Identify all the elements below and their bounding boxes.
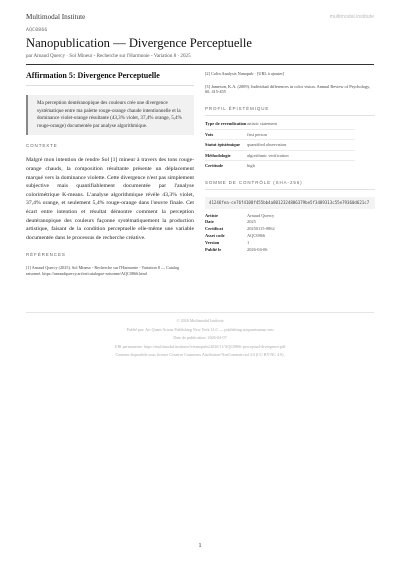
meta-value: 2026-04-06: [247, 246, 268, 252]
meta-row: [205, 246, 355, 253]
footer-publisher[interactable]: Publié par: Art Quant Artsna Publishing New York LLC — publishing.artquantsanna.com: [126, 326, 274, 332]
page-title: Nanopublication — Divergence Perceptuelle: [26, 36, 253, 50]
reference-item: [3] Jameson, K.A. (2009). Individual differences in color vision. Annual Review of Psychology, 60, 415-455: [205, 83, 371, 95]
document-id: AQC0866: [26, 28, 48, 33]
meta-value: 2025: [247, 219, 256, 225]
footer-permanent-uri[interactable]: URI permanente: https://multimodal.institute/fr/nanopubs/2026/11/AQC0866-perceptual-divergence.pdf: [114, 343, 286, 349]
title-divider: [26, 64, 374, 65]
checksum-heading: SOMME DE CONTRÔLE (SHA-256): [205, 180, 303, 186]
meta-key: Version: [205, 239, 220, 245]
profile-value: artistic statement: [247, 119, 355, 129]
side-column: [205, 71, 375, 253]
profile-key: Méthodologie: [205, 150, 247, 161]
reference-item: [1] Arnaud Quercy (2025). Sol Mineur - Recherche sur l'Harmonie - Variation 8 — Catalog raisonné. https://arnaudquercy.art/en/catalogue-raisonne/AQC0866.html: [26, 265, 180, 276]
profile-divider: [205, 115, 375, 116]
meta-value: AQC0866: [247, 233, 266, 239]
footer-copyright: © 2026 Multimodal Institute: [176, 318, 224, 323]
profile-row: [205, 119, 355, 129]
institution-link[interactable]: multimodal.institute: [329, 14, 374, 20]
meta-key: Publié le: [205, 246, 222, 252]
profile-value: first person: [247, 129, 355, 140]
meta-row: [205, 219, 355, 226]
profile-row: [205, 161, 355, 171]
profile-key: Certitude: [205, 163, 224, 169]
meta-row: [205, 226, 355, 233]
checksum-divider: [205, 189, 375, 190]
metadata-table: [205, 212, 355, 253]
profile-value: quantified observation: [247, 140, 355, 151]
references-heading: RÉFÉRENCES: [26, 252, 66, 258]
footer-publication-date: Date de publication: 2026-04-07: [173, 335, 227, 341]
byline: par Arnaud Quercy · Sol Mineur - Recherche sur l'Harmonie - Variation 8 · 2025: [26, 53, 191, 59]
meta-key: Artiste: [205, 212, 218, 218]
page-footer: [26, 312, 374, 360]
meta-key: Date: [205, 219, 214, 225]
abstract-block: Ma perception deutéranopique des couleurs crée une divergence systématique entre ma palette rouge-orange chaude intentionnelle et la dominance violet-orange résultante (43,3% violet, 37,4% orange, 5,4% rouge-orange) documentée par analyse algorithmique.: [26, 95, 194, 135]
profile-row: [205, 150, 355, 161]
meta-row: [205, 239, 355, 246]
meta-key: Asset code: [205, 233, 225, 239]
meta-row: [205, 232, 355, 239]
checksum-value: 41246fea-ce76f4108f455bb4a8012324806379be5f3489313c55e79360d621c7: [205, 197, 375, 209]
top-bar: [26, 13, 374, 23]
footer-divider: [26, 312, 374, 313]
page-number: 1: [198, 542, 202, 549]
profile-value: algorithmic verification: [247, 150, 355, 161]
meta-value: 1: [247, 239, 250, 245]
meta-row: [205, 212, 355, 219]
profile-row: [205, 129, 355, 140]
affirmation-title: Affirmation 5: Divergence Perceptuelle: [26, 71, 160, 80]
meta-value: 20250115-0862: [247, 226, 275, 232]
epistemic-profile-table: [205, 119, 355, 171]
profile-row: [205, 140, 355, 151]
profile-key: Voix: [205, 129, 247, 140]
context-body: Malgré mon intention de rendre Sol [1] mineur à travers des tons rouge-orange chauds, la composition résultante présente un déplacement marqué vers la dominance violette. Cette divergence n'est pas simplement subjective mais quantifiablement documentée par l'analyse colorimétrique K-means. L'analyse algorithmique révèle 43,3% violet, 37,4% orange, et seulement 5,4% rouge-orange dans l'œuvre finale. Cet écart entre intention et résultat démontre comment la perception deutéranopique des couleurs façonne systématiquement la production artistique, faisant de la condition perceptuelle elle-même une variable documentée dans le processus de recherche créative.: [26, 157, 195, 241]
profile-heading: PROFIL ÉPISTÉMIQUE: [205, 106, 270, 112]
footer-license: Contenu disponible sous licence Creative Commons Attribution-NonCommercial 4.0 (CC BY-NC 4.0).: [115, 352, 285, 358]
main-column: [26, 71, 194, 277]
profile-key: Type de revendication: [205, 119, 247, 129]
profile-value: high: [247, 163, 255, 169]
meta-value: Arnaud Quercy: [247, 212, 275, 218]
profile-key: Statut épistémique: [205, 140, 247, 151]
institution-name: Multimodal Institute: [26, 13, 86, 21]
meta-key: Certificat: [205, 226, 224, 232]
reference-item: [2] Colin Analysis Nanopub · [URL à ajouter]: [205, 71, 285, 76]
affirmation-divider: [26, 85, 194, 86]
context-heading: CONTEXTE: [26, 143, 58, 149]
